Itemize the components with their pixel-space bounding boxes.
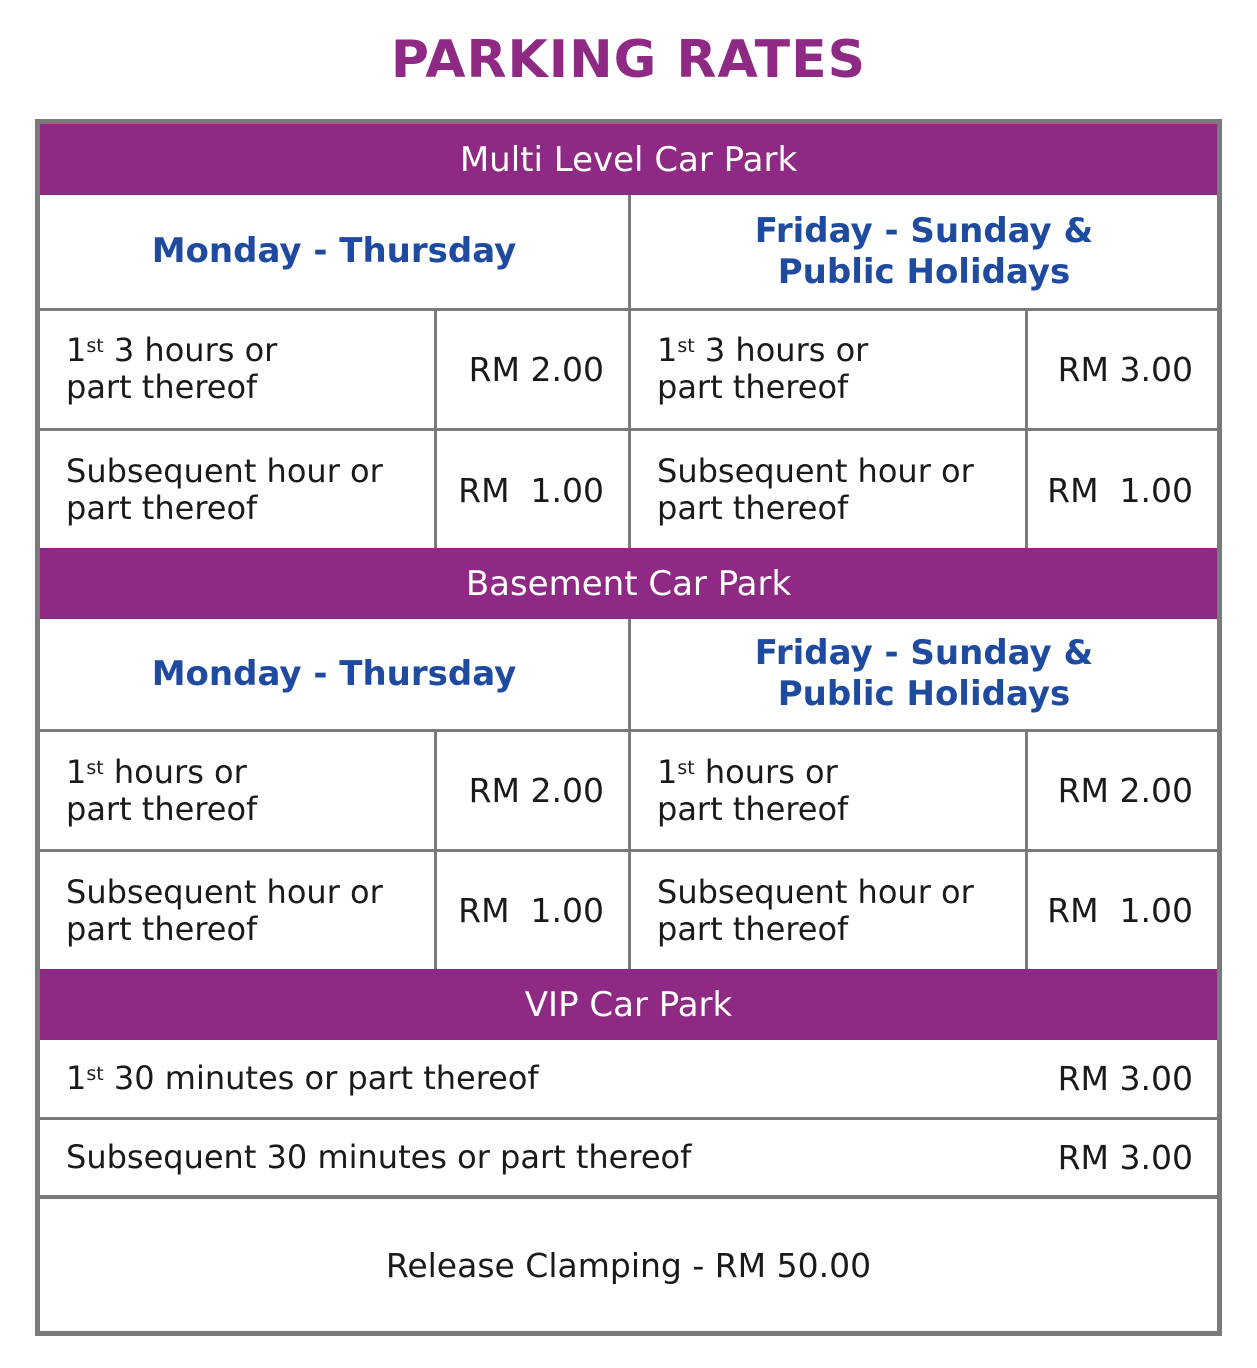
ordinal-number: 1 — [657, 752, 678, 791]
vip-first-30-minutes — [40, 1040, 940, 1117]
multi-level-header: Multi Level Car Park — [40, 124, 1217, 195]
basement-weekday-subsequent-price: RM 1.00 — [458, 891, 604, 930]
basement-weekday-first-price: RM 2.00 — [468, 771, 604, 810]
basement-weekend-first-hours — [631, 732, 1025, 849]
rate-description: Subsequent hour or — [66, 452, 383, 490]
column-divider — [628, 195, 631, 548]
rate-description-line2: part thereof — [657, 368, 849, 406]
rate-description: 3 hours or — [103, 331, 278, 369]
column-divider — [434, 310, 437, 548]
ordinal-suffix: st — [86, 335, 104, 357]
ordinal-suffix: st — [86, 756, 104, 779]
rate-description: Subsequent hour or — [657, 872, 974, 911]
divider — [40, 1195, 1217, 1199]
basement-weekend-subsequent-price: RM 1.00 — [1047, 891, 1193, 930]
column-divider — [1025, 732, 1028, 969]
rate-description-line2: part thereof — [657, 909, 849, 948]
basement-weekday-heading: Monday - Thursday — [151, 653, 517, 694]
multi-level-weekend-subsequent — [631, 431, 1025, 549]
divider — [40, 1117, 1217, 1120]
rate-description-line2: part thereof — [66, 789, 258, 828]
ordinal-number: 1 — [66, 752, 87, 791]
ordinal-number: 1 — [66, 1059, 87, 1097]
rate-description-line2: part thereof — [657, 789, 849, 828]
weekend-heading-line1: Friday - Sunday & — [754, 633, 1094, 673]
basement-header: Basement Car Park — [40, 548, 1217, 619]
weekend-heading-line1: Friday - Sunday & — [754, 210, 1094, 251]
ordinal-number: 1 — [66, 331, 87, 369]
weekend-heading-line2: Public Holidays — [777, 674, 1071, 714]
multi-level-weekday-first-price: RM 2.00 — [468, 349, 604, 389]
rate-description: hours or — [694, 752, 838, 791]
multi-level-weekend-first-hours — [631, 310, 1025, 428]
column-divider — [628, 619, 631, 969]
multi-level-weekday-subsequent-price: RM 1.00 — [458, 470, 604, 510]
ordinal-suffix: st — [677, 756, 695, 779]
rate-description-line2: part thereof — [66, 489, 258, 527]
multi-level-weekday-subsequent — [40, 431, 434, 549]
basement-weekend-heading — [631, 619, 1217, 729]
rate-description: 3 hours or — [694, 331, 869, 369]
rate-description-line2: part thereof — [66, 368, 258, 406]
vip-subsequent-30-minutes-price: RM 3.00 — [1057, 1138, 1193, 1177]
rate-description: 30 minutes or part thereof — [103, 1059, 539, 1097]
multi-level-weekday-heading: Monday - Thursday — [151, 231, 517, 271]
rate-description: hours or — [103, 752, 247, 791]
multi-level-weekend-heading — [631, 195, 1217, 308]
basement-weekend-subsequent — [631, 852, 1025, 969]
basement-weekend-first-price: RM 2.00 — [1057, 771, 1193, 810]
vip-subsequent-30-minutes: Subsequent 30 minutes or part thereof — [66, 1138, 692, 1176]
weekend-heading-line2: Public Holidays — [777, 251, 1071, 292]
ordinal-number: 1 — [657, 331, 678, 369]
page-title: PARKING RATES — [390, 30, 867, 90]
release-clamping-fee: Release Clamping - RM 50.00 — [385, 1245, 872, 1285]
column-divider — [434, 732, 437, 969]
ordinal-suffix: st — [677, 335, 695, 357]
rate-description: Subsequent hour or — [66, 872, 383, 911]
ordinal-suffix: st — [86, 1063, 104, 1085]
rate-description: Subsequent hour or — [657, 452, 974, 490]
multi-level-weekend-first-price: RM 3.00 — [1057, 349, 1193, 389]
vip-header: VIP Car Park — [40, 969, 1217, 1040]
basement-weekday-first-hours — [40, 732, 434, 849]
column-divider — [1025, 310, 1028, 548]
parking-rates-table — [35, 119, 1222, 1336]
multi-level-weekend-subsequent-price: RM 1.00 — [1047, 470, 1193, 510]
basement-weekday-subsequent — [40, 852, 434, 969]
rate-description-line2: part thereof — [657, 489, 849, 527]
vip-first-30-minutes-price: RM 3.00 — [1057, 1059, 1193, 1098]
rate-description-line2: part thereof — [66, 909, 258, 948]
multi-level-weekday-first-hours — [40, 310, 434, 428]
